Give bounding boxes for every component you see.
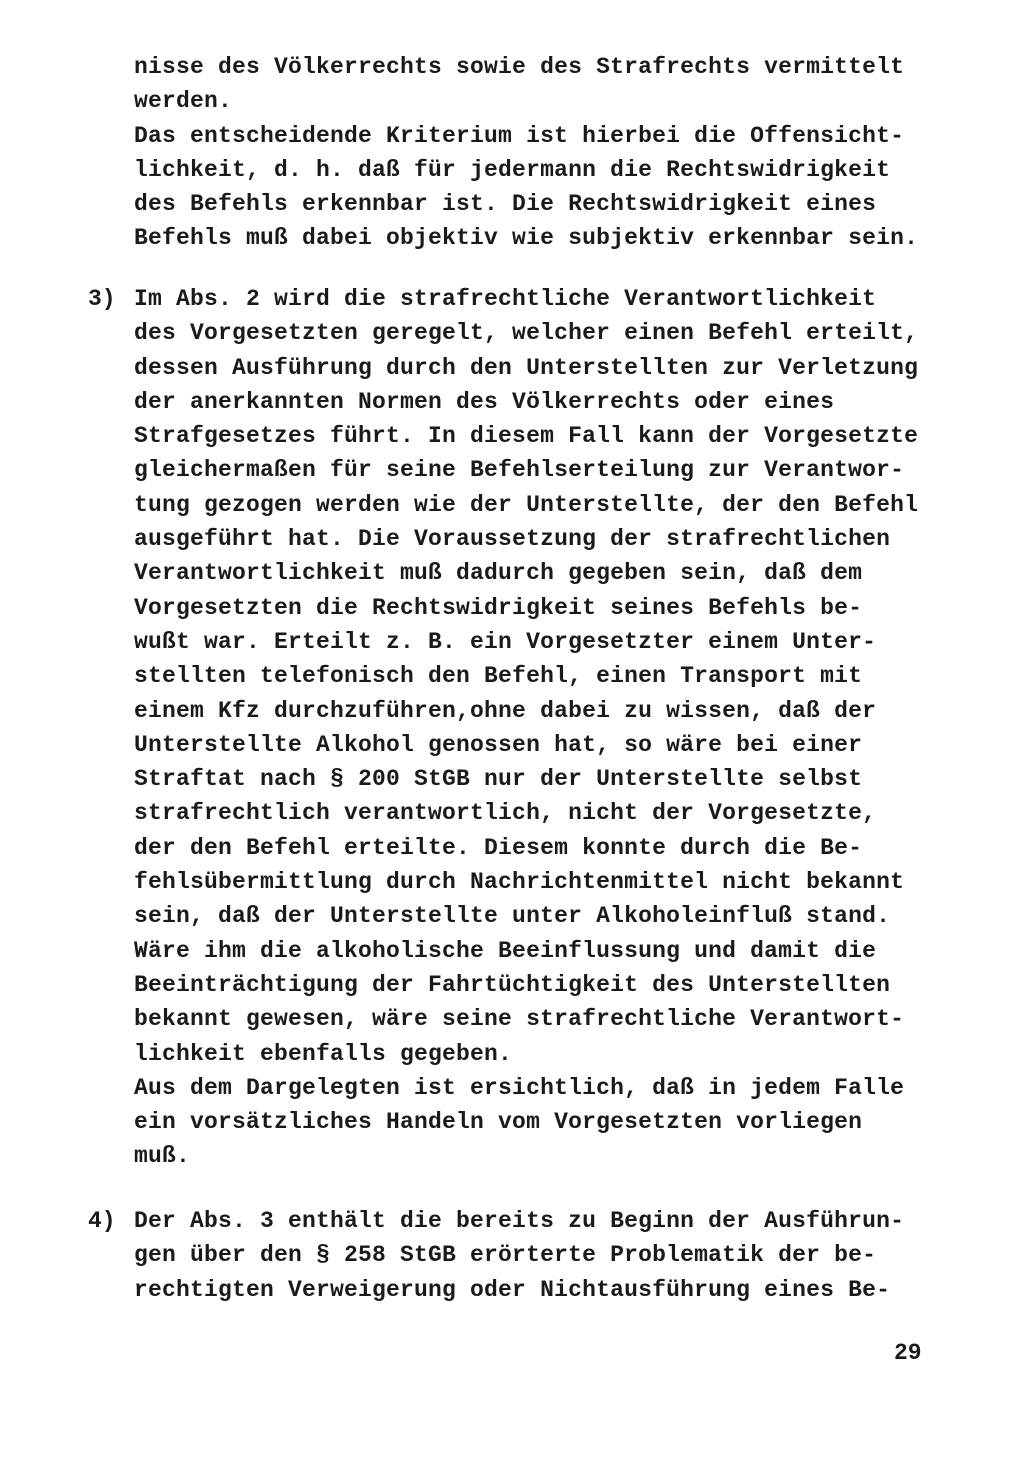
text-line: Befehls muß dabei objektiv wie subjektiv erkennbar sein.: [134, 225, 919, 252]
text-line: Wäre ihm die alkoholische Beeinflussung und damit die: [134, 937, 877, 964]
item-number-4: 4): [88, 1208, 116, 1234]
text-line: fehlsübermittlung durch Nachrichtenmittel nicht bekannt: [134, 869, 905, 896]
text-line: rechtigten Verweigerung oder Nichtausführung eines Be-: [134, 1276, 891, 1303]
text-line: ausgeführt hat. Die Voraussetzung der strafrechtlichen: [134, 526, 891, 553]
text-line: lichkeit, d. h. daß für jedermann die Rechtswidrigkeit: [134, 156, 891, 183]
text-line: bekannt gewesen, wäre seine strafrechtliche Verantwort-: [134, 1006, 905, 1033]
text-line: nisse des Völkerrechts sowie des Strafrechts vermittelt: [134, 54, 905, 80]
text-line: der anerkannten Normen des Völkerrechts oder eines: [134, 388, 835, 415]
text-line: ein vorsätzliches Handeln vom Vorgesetzten vorliegen: [134, 1109, 863, 1136]
text-line: der den Befehl erteilte. Diesem konnte durch die Be-: [134, 834, 863, 861]
text-line: Verantwortlichkeit muß dadurch gegeben sein, daß dem: [134, 560, 863, 587]
text-line: sein, daß der Unterstellte unter Alkoholeinfluß stand.: [134, 903, 891, 930]
page-number: 29: [894, 1340, 922, 1366]
text-line: einem Kfz durchzuführen,ohne dabei zu wissen, daß der: [134, 697, 877, 724]
text-line: Strafgesetzes führt. In diesem Fall kann der Vorgesetzte: [134, 423, 919, 450]
text-line: Unterstellte Alkohol genossen hat, so wäre bei einer: [134, 731, 863, 758]
text-line: lichkeit ebenfalls gegeben.: [134, 1040, 513, 1067]
item3-paragraph: [134, 282, 918, 1174]
text-line: werden.: [134, 88, 233, 115]
text-line: des Befehls erkennbar ist. Die Rechtswidrigkeit eines: [134, 191, 877, 218]
intro-paragraph: [134, 50, 918, 256]
text-line: wußt war. Erteilt z. B. ein Vorgesetzter einem Unter-: [134, 628, 877, 655]
text-line: Vorgesetzten die Rechtswidrigkeit seines Befehls be-: [134, 594, 863, 621]
text-line: Im Abs. 2 wird die strafrechtliche Verantwortlichkeit: [134, 286, 877, 312]
text-line: muß.: [134, 1143, 191, 1170]
text-line: Beeinträchtigung der Fahrtüchtigkeit des Unterstellten: [134, 971, 891, 998]
text-line: gen über den § 258 StGB erörterte Problematik der be-: [134, 1242, 877, 1269]
text-line: dessen Ausführung durch den Unterstellten zur Verletzung: [134, 354, 919, 381]
text-line: Das entscheidende Kriterium ist hierbei die Offensicht-: [134, 122, 905, 149]
text-line: strafrechtlich verantwortlich, nicht der Vorgesetzte,: [134, 800, 877, 827]
item4-paragraph: [134, 1204, 904, 1307]
text-line: gleichermaßen für seine Befehlserteilung zur Verantwor-: [134, 457, 905, 484]
text-line: stellten telefonisch den Befehl, einen Transport mit: [134, 663, 863, 690]
text-line: Der Abs. 3 enthält die bereits zu Beginn der Ausführun-: [134, 1208, 905, 1234]
text-line: tung gezogen werden wie der Unterstellte, der den Befehl: [134, 491, 919, 518]
text-line: Aus dem Dargelegten ist ersichtlich, daß in jedem Falle: [134, 1074, 905, 1101]
item-number-3: 3): [88, 286, 116, 312]
text-line: Straftat nach § 200 StGB nur der Unterstellte selbst: [134, 766, 863, 793]
text-line: des Vorgesetzten geregelt, welcher einen Befehl erteilt,: [134, 320, 919, 347]
